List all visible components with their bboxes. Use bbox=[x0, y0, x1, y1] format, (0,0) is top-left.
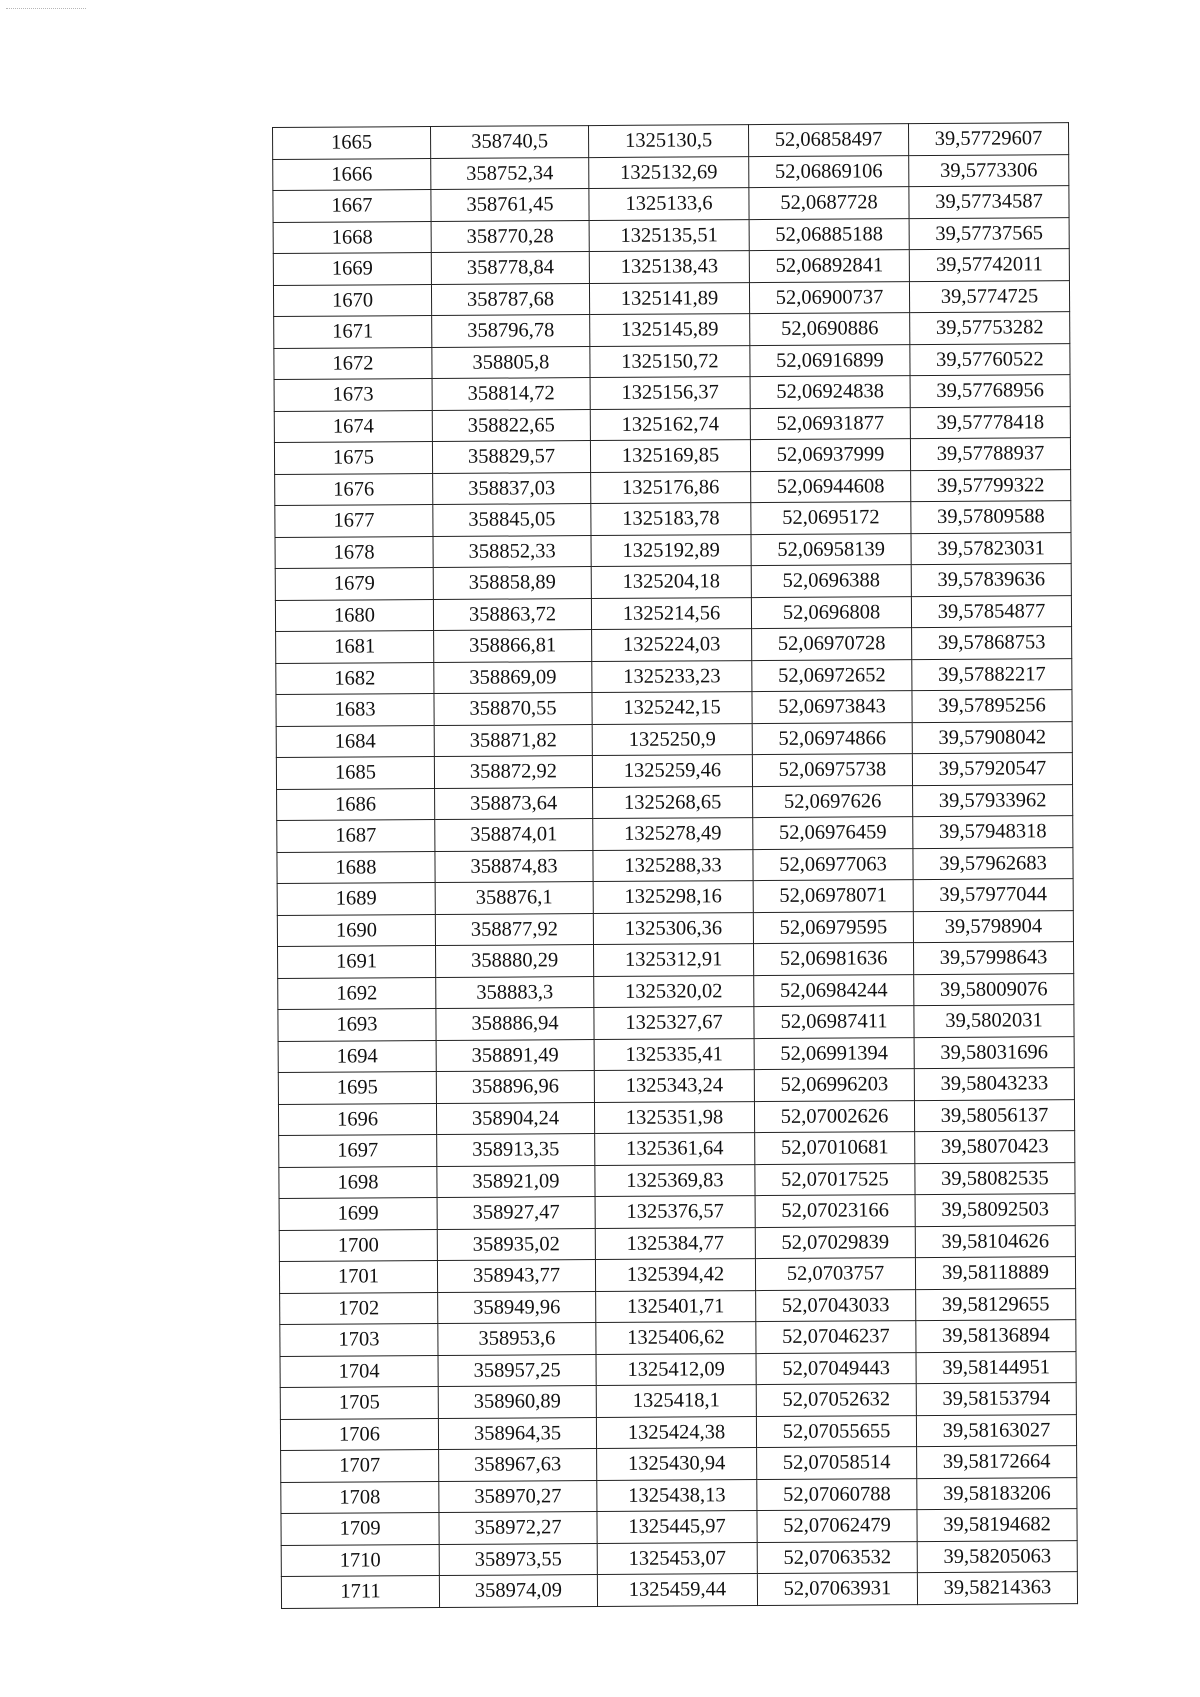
table-row bbox=[281, 1572, 1077, 1608]
latitude-cell: 52,06924838 bbox=[750, 376, 910, 408]
y-coordinate-cell: 1325204,18 bbox=[591, 566, 751, 598]
point-number-cell: 1672 bbox=[274, 347, 432, 379]
y-coordinate-cell: 1325156,37 bbox=[590, 377, 750, 409]
y-coordinate-cell: 1325430,94 bbox=[597, 1448, 757, 1480]
table-row bbox=[280, 1351, 1076, 1387]
x-coordinate-cell: 358871,82 bbox=[434, 724, 592, 756]
table-row bbox=[280, 1383, 1076, 1419]
x-coordinate-cell: 358967,63 bbox=[439, 1449, 597, 1481]
x-coordinate-cell: 358822,65 bbox=[432, 409, 590, 441]
point-number-cell: 1690 bbox=[277, 914, 435, 946]
table-row bbox=[278, 973, 1074, 1009]
point-number-cell: 1695 bbox=[278, 1072, 436, 1104]
x-coordinate-cell: 358949,96 bbox=[438, 1291, 596, 1323]
table-row bbox=[273, 154, 1069, 190]
latitude-cell: 52,0697626 bbox=[753, 785, 913, 817]
longitude-cell: 39,57753282 bbox=[910, 312, 1070, 344]
table-row bbox=[274, 312, 1070, 348]
x-coordinate-cell: 358866,81 bbox=[434, 630, 592, 662]
x-coordinate-cell: 358870,55 bbox=[434, 693, 592, 725]
y-coordinate-cell: 1325384,77 bbox=[595, 1227, 755, 1259]
x-coordinate-cell: 358927,47 bbox=[437, 1197, 595, 1229]
latitude-cell: 52,07058514 bbox=[757, 1447, 917, 1479]
latitude-cell: 52,0687728 bbox=[749, 187, 909, 219]
latitude-cell: 52,07063931 bbox=[757, 1573, 917, 1605]
x-coordinate-cell: 358770,28 bbox=[431, 220, 589, 252]
table-row bbox=[276, 658, 1072, 694]
point-number-cell: 1684 bbox=[276, 725, 434, 757]
point-number-cell: 1706 bbox=[280, 1418, 438, 1450]
point-number-cell: 1666 bbox=[273, 158, 431, 190]
latitude-cell: 52,06987411 bbox=[754, 1006, 914, 1038]
point-number-cell: 1703 bbox=[280, 1324, 438, 1356]
table-row bbox=[274, 343, 1070, 379]
table-row bbox=[279, 1162, 1075, 1198]
table-row bbox=[273, 217, 1069, 253]
x-coordinate-cell: 358904,24 bbox=[436, 1102, 594, 1134]
point-number-cell: 1680 bbox=[275, 599, 433, 631]
longitude-cell: 39,58043233 bbox=[914, 1068, 1074, 1100]
table-row bbox=[279, 1257, 1075, 1293]
longitude-cell: 39,57882217 bbox=[912, 658, 1072, 690]
table-row bbox=[275, 595, 1071, 631]
table-row bbox=[280, 1414, 1076, 1450]
y-coordinate-cell: 1325343,24 bbox=[594, 1070, 754, 1102]
point-number-cell: 1669 bbox=[273, 253, 431, 285]
table-row bbox=[275, 532, 1071, 568]
table-row bbox=[278, 1005, 1074, 1041]
longitude-cell: 39,57948318 bbox=[913, 816, 1073, 848]
longitude-cell: 39,57839636 bbox=[911, 564, 1071, 596]
table-row bbox=[279, 1225, 1075, 1261]
latitude-cell: 52,07002626 bbox=[754, 1100, 914, 1132]
y-coordinate-cell: 1325412,09 bbox=[596, 1353, 756, 1385]
table-row bbox=[280, 1320, 1076, 1356]
point-number-cell: 1692 bbox=[278, 977, 436, 1009]
longitude-cell: 39,57809588 bbox=[911, 501, 1071, 533]
point-number-cell: 1678 bbox=[275, 536, 433, 568]
point-number-cell: 1688 bbox=[277, 851, 435, 883]
latitude-cell: 52,07023166 bbox=[755, 1195, 915, 1227]
x-coordinate-cell: 358874,83 bbox=[435, 850, 593, 882]
y-coordinate-cell: 1325361,64 bbox=[595, 1133, 755, 1165]
longitude-cell: 39,57920547 bbox=[912, 753, 1072, 785]
point-number-cell: 1700 bbox=[279, 1229, 437, 1261]
x-coordinate-cell: 358953,6 bbox=[438, 1323, 596, 1355]
table-row bbox=[278, 1099, 1074, 1135]
latitude-cell: 52,06944608 bbox=[751, 470, 911, 502]
table-row bbox=[280, 1288, 1076, 1324]
longitude-cell: 39,58129655 bbox=[916, 1288, 1076, 1320]
point-number-cell: 1670 bbox=[273, 284, 431, 316]
latitude-cell: 52,06981636 bbox=[753, 943, 913, 975]
table-row bbox=[273, 186, 1069, 222]
x-coordinate-cell: 358973,55 bbox=[439, 1543, 597, 1575]
table-row bbox=[281, 1509, 1077, 1545]
latitude-cell: 52,06970728 bbox=[752, 628, 912, 660]
point-number-cell: 1673 bbox=[274, 379, 432, 411]
latitude-cell: 52,06974866 bbox=[752, 722, 912, 754]
point-number-cell: 1683 bbox=[276, 694, 434, 726]
y-coordinate-cell: 1325320,02 bbox=[594, 975, 754, 1007]
point-number-cell: 1708 bbox=[281, 1481, 439, 1513]
latitude-cell: 52,0703757 bbox=[755, 1258, 915, 1290]
longitude-cell: 39,5774725 bbox=[909, 280, 1069, 312]
y-coordinate-cell: 1325250,9 bbox=[592, 723, 752, 755]
longitude-cell: 39,58009076 bbox=[914, 973, 1074, 1005]
table-row bbox=[281, 1446, 1077, 1482]
y-coordinate-cell: 1325162,74 bbox=[590, 408, 750, 440]
table-row bbox=[274, 375, 1070, 411]
y-coordinate-cell: 1325224,03 bbox=[592, 629, 752, 661]
latitude-cell: 52,07029839 bbox=[755, 1226, 915, 1258]
latitude-cell: 52,07052632 bbox=[756, 1384, 916, 1416]
x-coordinate-cell: 358845,05 bbox=[433, 504, 591, 536]
point-number-cell: 1665 bbox=[273, 127, 431, 159]
table-row bbox=[277, 816, 1073, 852]
longitude-cell: 39,57962683 bbox=[913, 847, 1073, 879]
point-number-cell: 1709 bbox=[281, 1513, 439, 1545]
point-number-cell: 1710 bbox=[281, 1544, 439, 1576]
latitude-cell: 52,06958139 bbox=[751, 533, 911, 565]
x-coordinate-cell: 358852,33 bbox=[433, 535, 591, 567]
x-coordinate-cell: 358957,25 bbox=[438, 1354, 596, 1386]
y-coordinate-cell: 1325259,46 bbox=[592, 755, 752, 787]
latitude-cell: 52,07043033 bbox=[756, 1289, 916, 1321]
longitude-cell: 39,58144951 bbox=[916, 1351, 1076, 1383]
x-coordinate-cell: 358972,27 bbox=[439, 1512, 597, 1544]
x-coordinate-cell: 358880,29 bbox=[436, 945, 594, 977]
x-coordinate-cell: 358896,96 bbox=[436, 1071, 594, 1103]
longitude-cell: 39,58118889 bbox=[915, 1257, 1075, 1289]
table-row bbox=[279, 1131, 1075, 1167]
latitude-cell: 52,07017525 bbox=[755, 1163, 915, 1195]
table-row bbox=[274, 406, 1070, 442]
table-row bbox=[276, 690, 1072, 726]
x-coordinate-cell: 358761,45 bbox=[431, 189, 589, 221]
y-coordinate-cell: 1325418,1 bbox=[596, 1385, 756, 1417]
point-number-cell: 1685 bbox=[276, 757, 434, 789]
longitude-cell: 39,58070423 bbox=[915, 1131, 1075, 1163]
point-number-cell: 1694 bbox=[278, 1040, 436, 1072]
latitude-cell: 52,06972652 bbox=[752, 659, 912, 691]
x-coordinate-cell: 358874,01 bbox=[435, 819, 593, 851]
latitude-cell: 52,07063532 bbox=[757, 1541, 917, 1573]
longitude-cell: 39,57998643 bbox=[913, 942, 1073, 974]
longitude-cell: 39,58056137 bbox=[914, 1099, 1074, 1131]
y-coordinate-cell: 1325445,97 bbox=[597, 1511, 757, 1543]
table-row bbox=[277, 847, 1073, 883]
x-coordinate-cell: 358974,09 bbox=[439, 1575, 597, 1607]
latitude-cell: 52,06900737 bbox=[749, 281, 909, 313]
latitude-cell: 52,07060788 bbox=[757, 1478, 917, 1510]
longitude-cell: 39,57799322 bbox=[911, 469, 1071, 501]
table-row bbox=[278, 942, 1074, 978]
x-coordinate-cell: 358891,49 bbox=[436, 1039, 594, 1071]
x-coordinate-cell: 358837,03 bbox=[433, 472, 591, 504]
point-number-cell: 1698 bbox=[279, 1166, 437, 1198]
point-number-cell: 1711 bbox=[281, 1576, 439, 1608]
coordinates-table bbox=[272, 122, 1078, 1608]
point-number-cell: 1707 bbox=[281, 1450, 439, 1482]
y-coordinate-cell: 1325278,49 bbox=[593, 818, 753, 850]
table-row bbox=[278, 1068, 1074, 1104]
point-number-cell: 1697 bbox=[279, 1135, 437, 1167]
point-number-cell: 1691 bbox=[278, 946, 436, 978]
y-coordinate-cell: 1325169,85 bbox=[590, 440, 750, 472]
longitude-cell: 39,58205063 bbox=[917, 1540, 1077, 1572]
y-coordinate-cell: 1325394,42 bbox=[595, 1259, 755, 1291]
longitude-cell: 39,57737565 bbox=[909, 217, 1069, 249]
table-row bbox=[277, 784, 1073, 820]
point-number-cell: 1675 bbox=[274, 442, 432, 474]
longitude-cell: 39,58082535 bbox=[915, 1162, 1075, 1194]
longitude-cell: 39,58153794 bbox=[916, 1383, 1076, 1415]
latitude-cell: 52,06937999 bbox=[750, 439, 910, 471]
longitude-cell: 39,5798904 bbox=[913, 910, 1073, 942]
y-coordinate-cell: 1325138,43 bbox=[589, 251, 749, 283]
point-number-cell: 1689 bbox=[277, 883, 435, 915]
y-coordinate-cell: 1325351,98 bbox=[594, 1101, 754, 1133]
y-coordinate-cell: 1325288,33 bbox=[593, 849, 753, 881]
y-coordinate-cell: 1325233,23 bbox=[592, 660, 752, 692]
table-row bbox=[275, 501, 1071, 537]
longitude-cell: 39,57788937 bbox=[910, 438, 1070, 470]
latitude-cell: 52,07055655 bbox=[756, 1415, 916, 1447]
table-row bbox=[275, 469, 1071, 505]
longitude-cell: 39,58172664 bbox=[917, 1446, 1077, 1478]
y-coordinate-cell: 1325401,71 bbox=[596, 1290, 756, 1322]
latitude-cell: 52,06931877 bbox=[750, 407, 910, 439]
longitude-cell: 39,57768956 bbox=[910, 375, 1070, 407]
table-row bbox=[279, 1194, 1075, 1230]
x-coordinate-cell: 358876,1 bbox=[435, 882, 593, 914]
y-coordinate-cell: 1325376,57 bbox=[595, 1196, 755, 1228]
table-row bbox=[277, 879, 1073, 915]
point-number-cell: 1679 bbox=[275, 568, 433, 600]
longitude-cell: 39,57854877 bbox=[911, 595, 1071, 627]
y-coordinate-cell: 1325424,38 bbox=[596, 1416, 756, 1448]
longitude-cell: 39,58031696 bbox=[914, 1036, 1074, 1068]
y-coordinate-cell: 1325130,5 bbox=[588, 125, 748, 157]
y-coordinate-cell: 1325183,78 bbox=[591, 503, 751, 535]
point-number-cell: 1693 bbox=[278, 1009, 436, 1041]
point-number-cell: 1696 bbox=[278, 1103, 436, 1135]
point-number-cell: 1677 bbox=[275, 505, 433, 537]
point-number-cell: 1671 bbox=[274, 316, 432, 348]
x-coordinate-cell: 358883,3 bbox=[436, 976, 594, 1008]
table-row bbox=[277, 910, 1073, 946]
y-coordinate-cell: 1325327,67 bbox=[594, 1007, 754, 1039]
point-number-cell: 1674 bbox=[274, 410, 432, 442]
longitude-cell: 39,57895256 bbox=[912, 690, 1072, 722]
table-row bbox=[273, 249, 1069, 285]
longitude-cell: 39,57760522 bbox=[910, 343, 1070, 375]
coordinates-table-body bbox=[273, 123, 1078, 1608]
table-row bbox=[281, 1477, 1077, 1513]
x-coordinate-cell: 358796,78 bbox=[432, 315, 590, 347]
x-coordinate-cell: 358814,72 bbox=[432, 378, 590, 410]
longitude-cell: 39,57742011 bbox=[909, 249, 1069, 281]
x-coordinate-cell: 358960,89 bbox=[438, 1386, 596, 1418]
x-coordinate-cell: 358740,5 bbox=[431, 126, 589, 158]
point-number-cell: 1667 bbox=[273, 190, 431, 222]
y-coordinate-cell: 1325132,69 bbox=[589, 156, 749, 188]
point-number-cell: 1676 bbox=[275, 473, 433, 505]
longitude-cell: 39,57977044 bbox=[913, 879, 1073, 911]
x-coordinate-cell: 358778,84 bbox=[431, 252, 589, 284]
latitude-cell: 52,06978071 bbox=[753, 880, 913, 912]
table-row bbox=[274, 438, 1070, 474]
point-number-cell: 1704 bbox=[280, 1355, 438, 1387]
table-row bbox=[273, 280, 1069, 316]
latitude-cell: 52,06984244 bbox=[754, 974, 914, 1006]
longitude-cell: 39,57778418 bbox=[910, 406, 1070, 438]
longitude-cell: 39,58136894 bbox=[916, 1320, 1076, 1352]
x-coordinate-cell: 358886,94 bbox=[436, 1008, 594, 1040]
point-number-cell: 1686 bbox=[277, 788, 435, 820]
point-number-cell: 1705 bbox=[280, 1387, 438, 1419]
latitude-cell: 52,0695172 bbox=[751, 502, 911, 534]
longitude-cell: 39,57908042 bbox=[912, 721, 1072, 753]
latitude-cell: 52,0690886 bbox=[750, 313, 910, 345]
x-coordinate-cell: 358913,35 bbox=[437, 1134, 595, 1166]
x-coordinate-cell: 358970,27 bbox=[439, 1480, 597, 1512]
table-row bbox=[276, 627, 1072, 663]
latitude-cell: 52,06977063 bbox=[753, 848, 913, 880]
latitude-cell: 52,06991394 bbox=[754, 1037, 914, 1069]
latitude-cell: 52,06885188 bbox=[749, 218, 909, 250]
x-coordinate-cell: 358872,92 bbox=[434, 756, 592, 788]
x-coordinate-cell: 358787,68 bbox=[431, 283, 589, 315]
longitude-cell: 39,58183206 bbox=[917, 1477, 1077, 1509]
longitude-cell: 39,57729607 bbox=[908, 123, 1068, 155]
y-coordinate-cell: 1325141,89 bbox=[589, 282, 749, 314]
y-coordinate-cell: 1325459,44 bbox=[597, 1574, 757, 1606]
y-coordinate-cell: 1325335,41 bbox=[594, 1038, 754, 1070]
x-coordinate-cell: 358858,89 bbox=[433, 567, 591, 599]
table-row bbox=[275, 564, 1071, 600]
y-coordinate-cell: 1325298,16 bbox=[593, 881, 753, 913]
table-row bbox=[276, 721, 1072, 757]
latitude-cell: 52,0696388 bbox=[751, 565, 911, 597]
point-number-cell: 1687 bbox=[277, 820, 435, 852]
point-number-cell: 1668 bbox=[273, 221, 431, 253]
x-coordinate-cell: 358964,35 bbox=[438, 1417, 596, 1449]
latitude-cell: 52,06973843 bbox=[752, 691, 912, 723]
y-coordinate-cell: 1325192,89 bbox=[591, 534, 751, 566]
latitude-cell: 52,07049443 bbox=[756, 1352, 916, 1384]
longitude-cell: 39,57868753 bbox=[912, 627, 1072, 659]
x-coordinate-cell: 358877,92 bbox=[435, 913, 593, 945]
x-coordinate-cell: 358873,64 bbox=[435, 787, 593, 819]
latitude-cell: 52,06916899 bbox=[750, 344, 910, 376]
latitude-cell: 52,07010681 bbox=[755, 1132, 915, 1164]
table-row bbox=[278, 1036, 1074, 1072]
y-coordinate-cell: 1325145,89 bbox=[590, 314, 750, 346]
table-row bbox=[273, 123, 1069, 159]
latitude-cell: 52,07046237 bbox=[756, 1321, 916, 1353]
x-coordinate-cell: 358805,8 bbox=[432, 346, 590, 378]
table-row bbox=[276, 753, 1072, 789]
latitude-cell: 52,06996203 bbox=[754, 1069, 914, 1101]
longitude-cell: 39,58163027 bbox=[916, 1414, 1076, 1446]
point-number-cell: 1681 bbox=[276, 631, 434, 663]
point-number-cell: 1701 bbox=[279, 1261, 437, 1293]
y-coordinate-cell: 1325406,62 bbox=[596, 1322, 756, 1354]
y-coordinate-cell: 1325133,6 bbox=[589, 188, 749, 220]
x-coordinate-cell: 358869,09 bbox=[434, 661, 592, 693]
longitude-cell: 39,57734587 bbox=[909, 186, 1069, 218]
longitude-cell: 39,58214363 bbox=[917, 1572, 1077, 1604]
x-coordinate-cell: 358921,09 bbox=[437, 1165, 595, 1197]
longitude-cell: 39,5802031 bbox=[914, 1005, 1074, 1037]
x-coordinate-cell: 358863,72 bbox=[433, 598, 591, 630]
x-coordinate-cell: 358829,57 bbox=[432, 441, 590, 473]
y-coordinate-cell: 1325306,36 bbox=[593, 912, 753, 944]
y-coordinate-cell: 1325214,56 bbox=[591, 597, 751, 629]
y-coordinate-cell: 1325135,51 bbox=[589, 219, 749, 251]
y-coordinate-cell: 1325268,65 bbox=[593, 786, 753, 818]
latitude-cell: 52,06979595 bbox=[753, 911, 913, 943]
y-coordinate-cell: 1325369,83 bbox=[595, 1164, 755, 1196]
y-coordinate-cell: 1325242,15 bbox=[592, 692, 752, 724]
y-coordinate-cell: 1325438,13 bbox=[597, 1479, 757, 1511]
y-coordinate-cell: 1325176,86 bbox=[591, 471, 751, 503]
table-row bbox=[281, 1540, 1077, 1576]
point-number-cell: 1699 bbox=[279, 1198, 437, 1230]
x-coordinate-cell: 358752,34 bbox=[431, 157, 589, 189]
latitude-cell: 52,06975738 bbox=[752, 754, 912, 786]
point-number-cell: 1682 bbox=[276, 662, 434, 694]
longitude-cell: 39,57933962 bbox=[913, 784, 1073, 816]
longitude-cell: 39,5773306 bbox=[909, 154, 1069, 186]
x-coordinate-cell: 358935,02 bbox=[437, 1228, 595, 1260]
point-number-cell: 1702 bbox=[280, 1292, 438, 1324]
latitude-cell: 52,06858497 bbox=[748, 124, 908, 156]
scan-artifact bbox=[6, 8, 86, 11]
x-coordinate-cell: 358943,77 bbox=[437, 1260, 595, 1292]
y-coordinate-cell: 1325453,07 bbox=[597, 1542, 757, 1574]
latitude-cell: 52,06869106 bbox=[749, 155, 909, 187]
longitude-cell: 39,57823031 bbox=[911, 532, 1071, 564]
latitude-cell: 52,07062479 bbox=[757, 1510, 917, 1542]
longitude-cell: 39,58092503 bbox=[915, 1194, 1075, 1226]
latitude-cell: 52,0696808 bbox=[751, 596, 911, 628]
y-coordinate-cell: 1325150,72 bbox=[590, 345, 750, 377]
latitude-cell: 52,06976459 bbox=[753, 817, 913, 849]
y-coordinate-cell: 1325312,91 bbox=[594, 944, 754, 976]
latitude-cell: 52,06892841 bbox=[749, 250, 909, 282]
longitude-cell: 39,58194682 bbox=[917, 1509, 1077, 1541]
longitude-cell: 39,58104626 bbox=[915, 1225, 1075, 1257]
